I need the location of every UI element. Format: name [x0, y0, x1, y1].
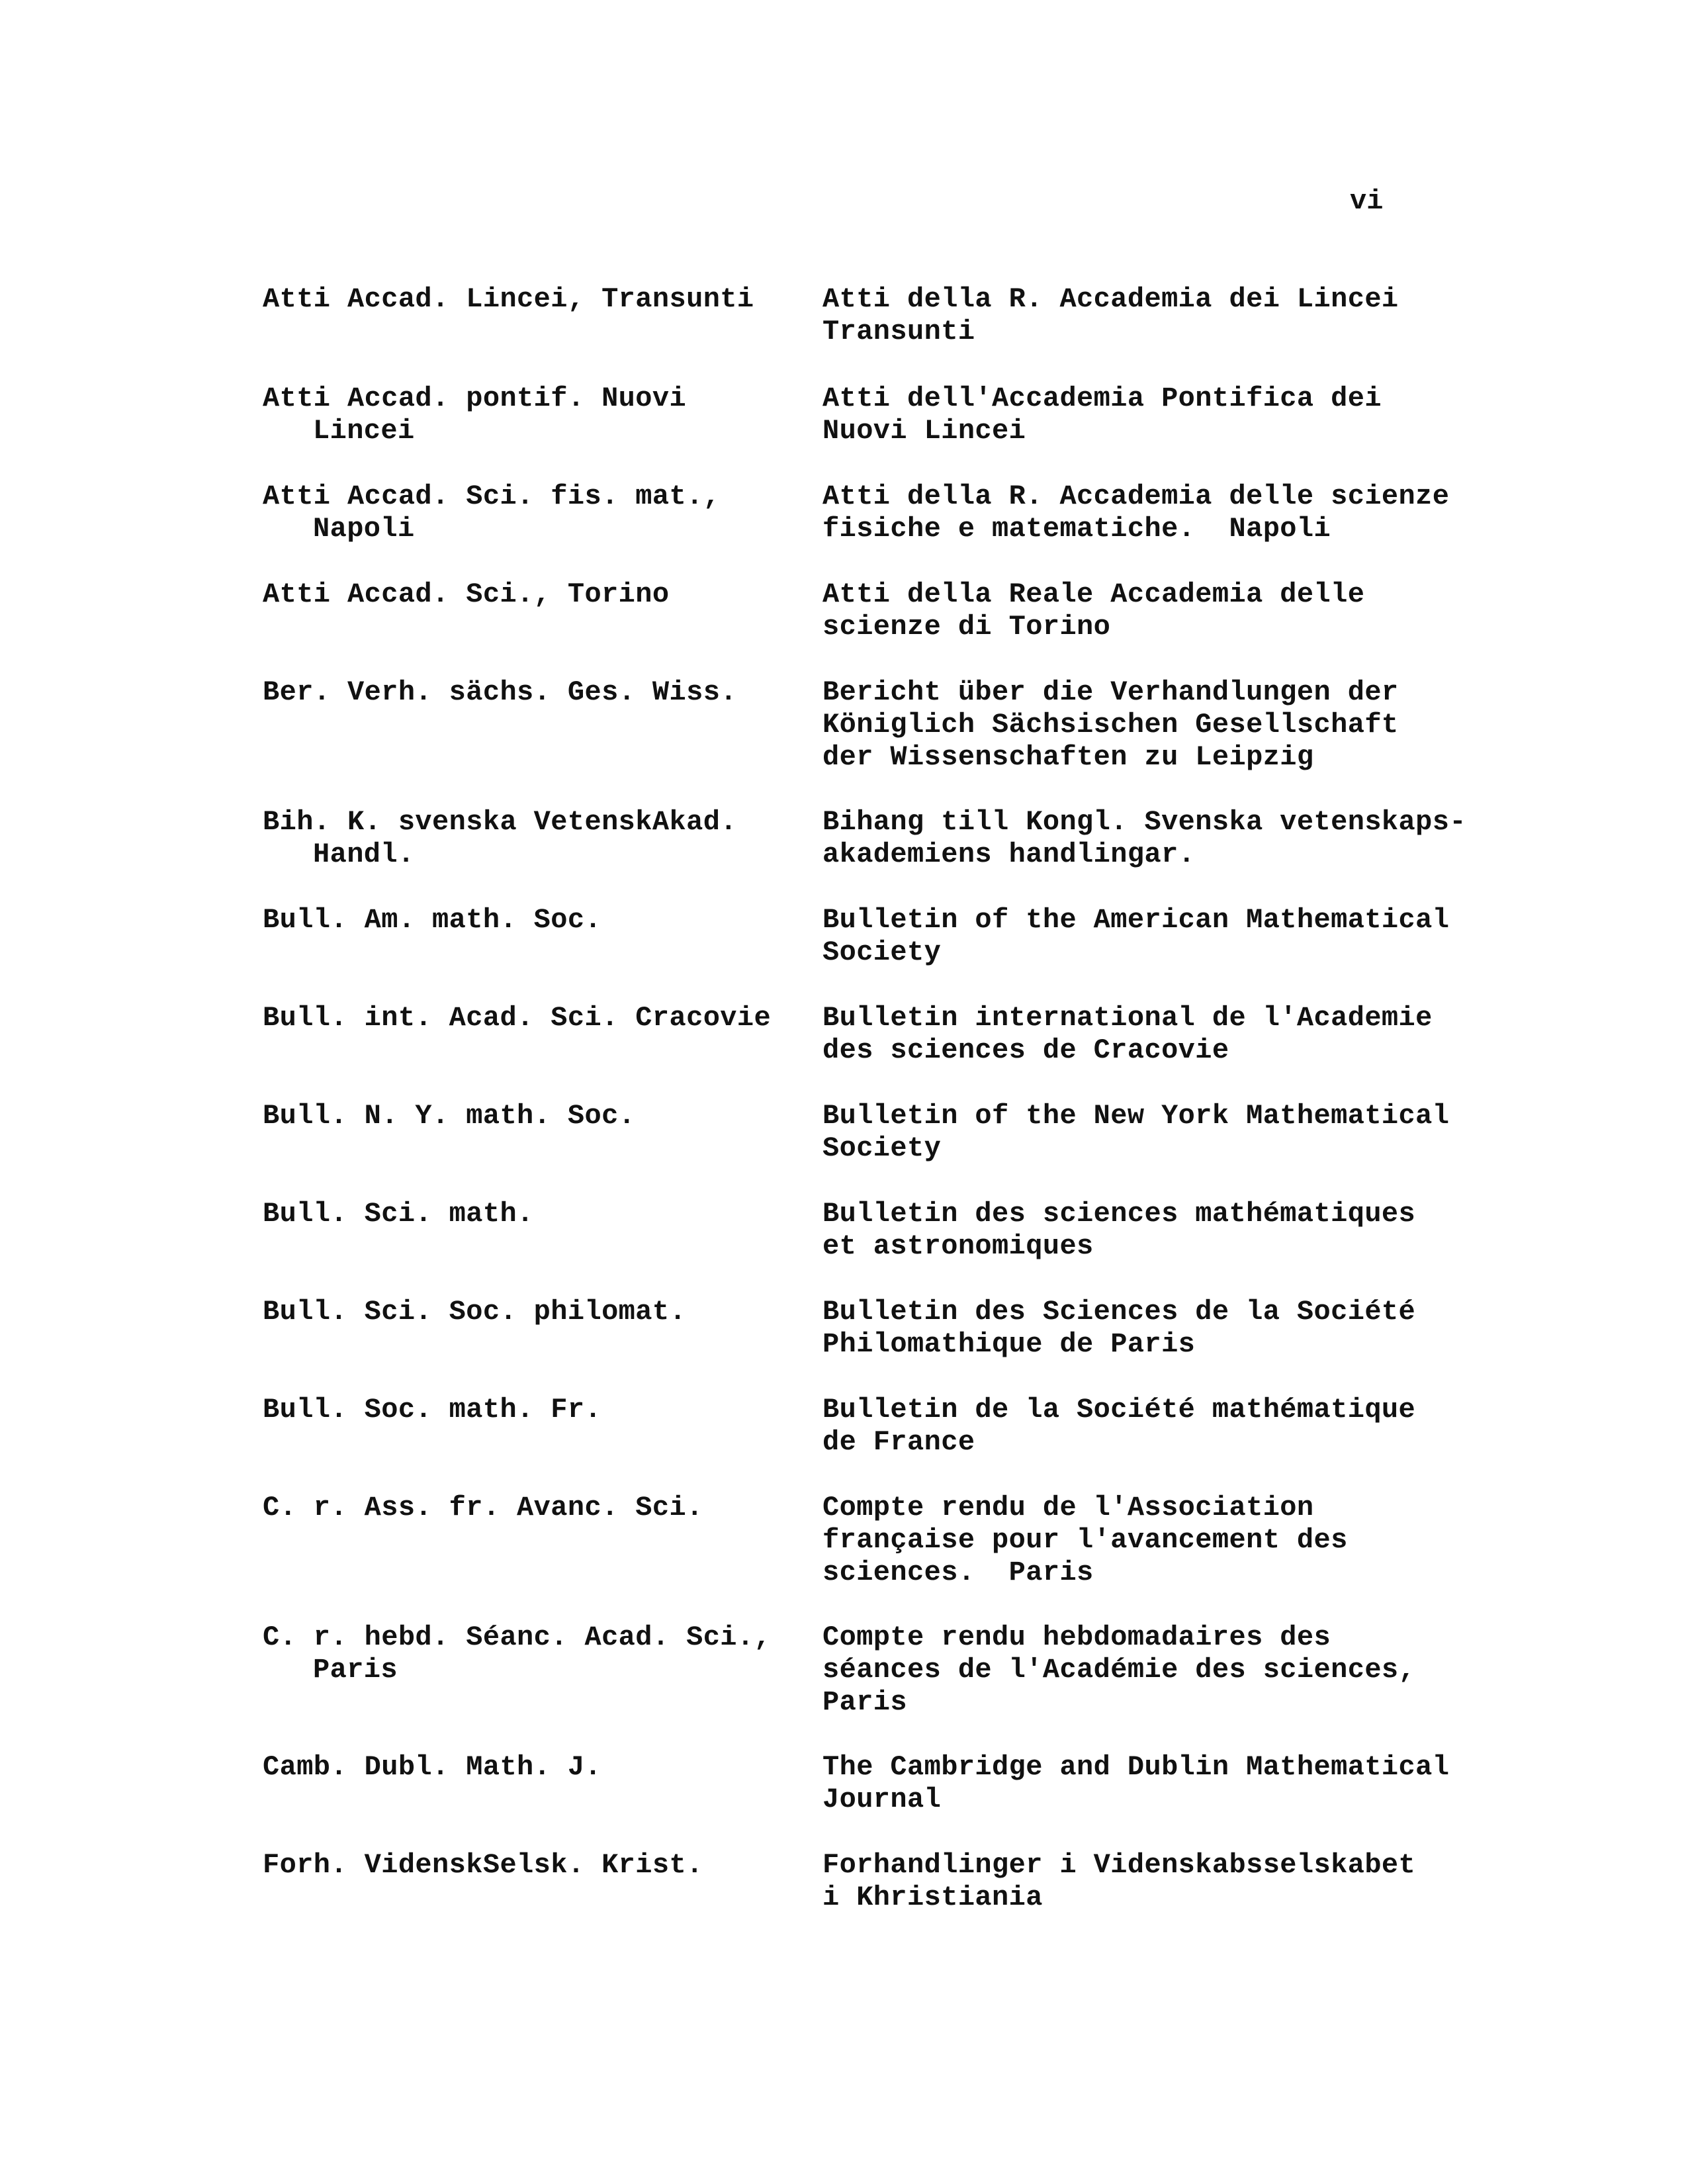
abbreviation-line: Forh. VidenskSelsk. Krist. — [263, 1849, 703, 1881]
full-title-line: sciences. Paris — [822, 1557, 1094, 1588]
full-title-line: Transunti — [822, 316, 975, 347]
entry-row — [263, 383, 1467, 447]
abbreviation-line: C. r. hebd. Séanc. Acad. Sci., — [263, 1621, 772, 1653]
entry-row — [263, 1296, 1467, 1361]
page-number: vi — [1350, 185, 1384, 217]
entry-row — [263, 480, 1467, 545]
abbreviation — [263, 1492, 822, 1524]
abbreviation-line: Bull. Sci. Soc. philomat. — [263, 1296, 687, 1328]
full-title-line: Atti dell'Accademia Pontifica dei — [822, 383, 1382, 414]
abbreviation — [263, 1002, 822, 1034]
full-title-line: Bulletin de la Société mathématique — [822, 1394, 1416, 1426]
abbreviation-line: Atti Accad. Sci., Torino — [263, 578, 670, 610]
full-title-line: de France — [822, 1426, 975, 1458]
abbreviation — [263, 383, 822, 447]
full-title-line: séances de l'Académie des sciences, — [822, 1654, 1416, 1686]
abbreviation — [263, 283, 822, 316]
full-title — [822, 283, 1467, 348]
full-title — [822, 1100, 1467, 1165]
entry-row — [263, 1100, 1467, 1165]
abbreviation-line: Bull. Soc. math. Fr. — [263, 1394, 602, 1426]
abbreviation-line: C. r. Ass. fr. Avanc. Sci. — [263, 1492, 703, 1524]
entry-row — [263, 1621, 1467, 1719]
abbreviation — [263, 1394, 822, 1426]
full-title-line: Königlich Sächsischen Gesellschaft — [822, 709, 1399, 741]
abbreviation — [263, 1849, 822, 1882]
abbreviation-line: Handl. — [313, 839, 415, 870]
abbreviation-line: Paris — [313, 1654, 398, 1686]
full-title-line: akademiens handlingar. — [822, 839, 1196, 870]
abbreviation — [263, 1100, 822, 1132]
entry-row — [263, 806, 1467, 871]
entry-row — [263, 1394, 1467, 1459]
full-title-line: Atti della R. Accademia dei Lincei — [822, 283, 1399, 315]
full-title-line: Compte rendu hebdomadaires des — [822, 1621, 1331, 1653]
entry-row — [263, 283, 1467, 348]
abbreviation-line: Atti Accad. pontif. Nuovi — [263, 383, 687, 414]
entry-row — [263, 676, 1467, 774]
full-title-line: The Cambridge and Dublin Mathematical — [822, 1751, 1450, 1783]
abbreviation — [263, 904, 822, 936]
full-title — [822, 806, 1467, 871]
full-title-line: Forhandlinger i Videnskabsselskabet — [822, 1849, 1416, 1881]
full-title-line: der Wissenschaften zu Leipzig — [822, 741, 1314, 773]
abbreviation-line: Atti Accad. Sci. fis. mat., — [263, 480, 721, 512]
entry-row — [263, 1002, 1467, 1067]
full-title-line: Bulletin of the New York Mathematical — [822, 1100, 1450, 1132]
full-title-line: Bihang till Kongl. Svenska vetenskaps- — [822, 806, 1466, 838]
abbreviation-line: Bull. Am. math. Soc. — [263, 904, 602, 936]
abbreviation — [263, 676, 822, 709]
full-title-line: Philomathique de Paris — [822, 1328, 1196, 1360]
abbreviation — [263, 480, 822, 545]
full-title-line: Society — [822, 936, 942, 968]
full-title-line: scienze di Torino — [822, 611, 1111, 643]
full-title-line: Society — [822, 1132, 942, 1164]
abbreviation — [263, 1198, 822, 1230]
abbreviation — [263, 1751, 822, 1784]
entry-row — [263, 1849, 1467, 1914]
abbreviation — [263, 806, 822, 871]
full-title — [822, 676, 1467, 774]
full-title — [822, 1492, 1467, 1589]
abbreviation-line: Bih. K. svenska VetenskAkad. — [263, 806, 737, 838]
abbreviation-line: Bull. Sci. math. — [263, 1198, 534, 1230]
full-title-line: Paris — [822, 1686, 908, 1718]
full-title-line: fisiche e matematiche. Napoli — [822, 513, 1331, 545]
full-title-line: Bulletin des sciences mathématiques — [822, 1198, 1416, 1230]
full-title — [822, 1849, 1467, 1914]
abbreviation-line: Napoli — [313, 513, 415, 545]
full-title-line: i Khristiania — [822, 1882, 1043, 1913]
full-title — [822, 1296, 1467, 1361]
full-title-line: Journal — [822, 1784, 942, 1815]
full-title — [822, 1621, 1467, 1719]
entry-row — [263, 1198, 1467, 1263]
full-title-line: Bericht über die Verhandlungen der — [822, 676, 1399, 708]
full-title — [822, 1394, 1467, 1459]
abbreviation-line: Bull. int. Acad. Sci. Cracovie — [263, 1002, 772, 1034]
full-title-line: française pour l'avancement des — [822, 1524, 1348, 1556]
abbreviation — [263, 1621, 822, 1686]
full-title-line: Compte rendu de l'Association — [822, 1492, 1314, 1524]
abbreviation-line: Atti Accad. Lincei, Transunti — [263, 283, 754, 315]
entry-row — [263, 1492, 1467, 1589]
abbreviation-line: Bull. N. Y. math. Soc. — [263, 1100, 636, 1132]
abbreviation — [263, 1296, 822, 1328]
full-title-line: et astronomiques — [822, 1230, 1094, 1262]
full-title — [822, 578, 1467, 643]
full-title-line: Bulletin des Sciences de la Société — [822, 1296, 1416, 1328]
full-title — [822, 480, 1467, 545]
abbreviation — [263, 578, 822, 611]
abbreviation-line: Camb. Dubl. Math. J. — [263, 1751, 602, 1783]
full-title-line: Nuovi Lincei — [822, 415, 1026, 447]
full-title-line: Bulletin international de l'Academie — [822, 1002, 1433, 1034]
full-title — [822, 1751, 1467, 1816]
full-title — [822, 1002, 1467, 1067]
full-title — [822, 383, 1467, 447]
entry-row — [263, 578, 1467, 643]
entry-row — [263, 1751, 1467, 1816]
abbreviation-line: Ber. Verh. sächs. Ges. Wiss. — [263, 676, 737, 708]
entry-row — [263, 904, 1467, 969]
full-title — [822, 1198, 1467, 1263]
full-title-line: Atti della R. Accademia delle scienze — [822, 480, 1450, 512]
abbreviation-line: Lincei — [313, 415, 415, 447]
full-title-line: Atti della Reale Accademia delle — [822, 578, 1365, 610]
full-title — [822, 904, 1467, 969]
full-title-line: des sciences de Cracovie — [822, 1034, 1229, 1066]
full-title-line: Bulletin of the American Mathematical — [822, 904, 1450, 936]
